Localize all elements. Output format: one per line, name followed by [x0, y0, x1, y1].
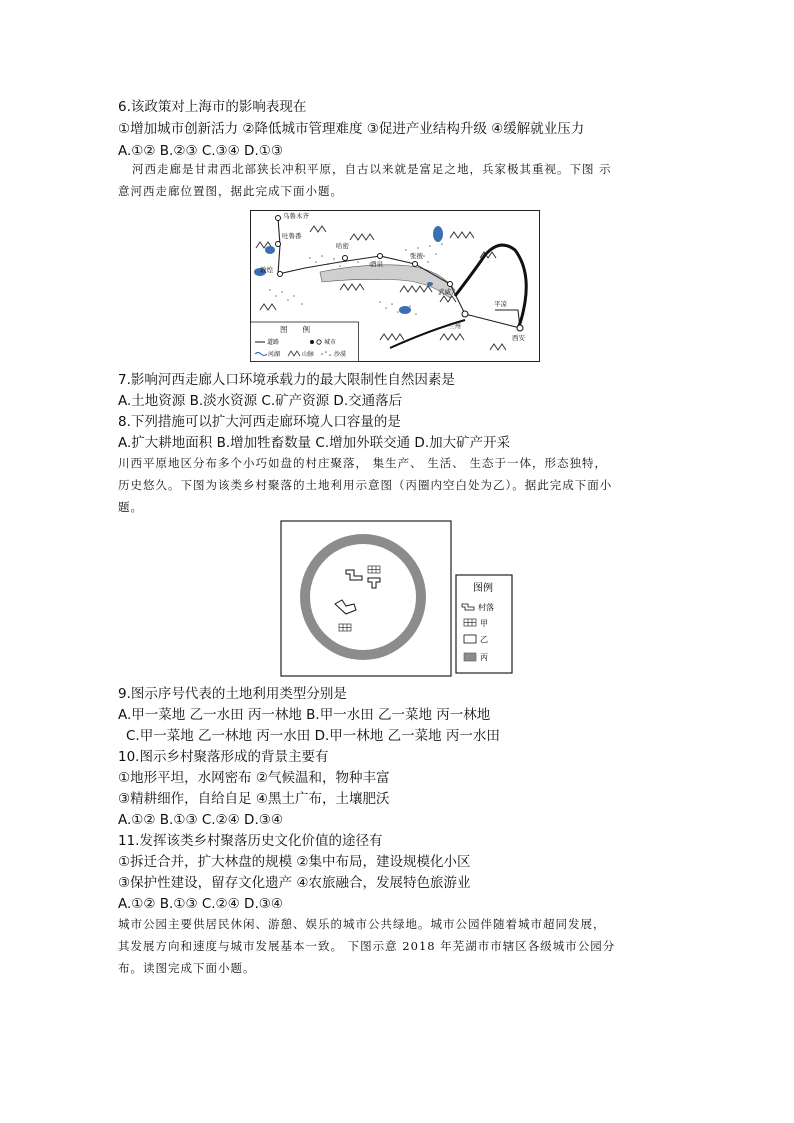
- legend-item: 乙: [480, 635, 488, 644]
- q11-options-line1: ①拆迁合并，扩大林盘的规模 ②集中布局，建设规模化小区: [118, 854, 471, 870]
- sichuan-intro-line3: 题。: [118, 500, 143, 514]
- city-label: 吐鲁番: [282, 232, 302, 240]
- sichuan-intro-line1: 川西平原地区分布多个小巧如盘的村庄聚落， 集生产、 生活、 生态于一体，形态独特，: [118, 456, 607, 470]
- legend-item: 河湖: [268, 351, 281, 358]
- city-label: 张掖: [410, 252, 423, 260]
- legend-item: 甲: [480, 619, 488, 628]
- hexi-corridor-map: [250, 210, 540, 362]
- q6-options: ①增加城市创新活力 ②降低城市管理难度 ③促进产业结构升级 ④缓解就业压力: [118, 121, 585, 137]
- park-intro: [118, 913, 678, 979]
- q10-options-line2: ③精耕细作，自给自足 ④黑土广布，土壤肥沃: [118, 791, 390, 807]
- hexi-intro: [118, 158, 678, 202]
- sichuan-intro-line2: 历史悠久。下图为该类乡村聚落的土地利用示意图（丙圈内空白处为乙）。据此完成下面小: [118, 478, 613, 492]
- city-label: 平凉: [494, 300, 507, 308]
- q10-answers: A.①② B.①③ C.②④ D.③④: [118, 812, 283, 828]
- legend-item: 城市: [324, 339, 337, 346]
- park-intro-line1: 城市公园主要供居民休闲、游憩、娱乐的城市公共绿地。城市公园伴随着城市超同发展，: [118, 917, 606, 931]
- q8-answers: A.扩大耕地面积 B.增加牲畜数量 C.增加外联交通 D.加大矿产开采: [118, 435, 511, 451]
- city-label: 敦煌: [260, 266, 273, 274]
- city-label: 乌鲁木齐: [283, 212, 309, 220]
- q11-answers: A.①② B.①③ C.②④ D.③④: [118, 896, 283, 912]
- map-legend: [251, 322, 359, 362]
- q10-options-line1: ①地形平坦，水网密布 ②气候温和，物种丰富: [118, 770, 390, 786]
- legend-title: 图 例: [280, 325, 310, 334]
- lake: [265, 246, 275, 254]
- legend-item: 山脉: [302, 351, 315, 358]
- lake: [427, 282, 433, 286]
- hexi-intro-line1: 河西走廊是甘肃西北部狭长冲积平原，自古以来就是富足之地，兵家极其重视。下图 示: [132, 162, 612, 176]
- legend-item: 道路: [267, 339, 280, 346]
- area-yi: [310, 544, 416, 650]
- village-land-use-diagram: [280, 520, 520, 678]
- city-label: 兰州: [448, 322, 461, 330]
- q7-answers: A.土地资源 B.淡水资源 C.矿产资源 D.交通落后: [118, 393, 403, 409]
- q11-options-line2: ③保护性建设，留存文化遗产 ④农旅融合，发展特色旅游业: [118, 875, 471, 891]
- city-label: 哈密: [336, 242, 349, 250]
- q8-stem: 8.下列措施可以扩大河西走廊环境人口容量的是: [118, 414, 401, 430]
- jia-grid: [368, 566, 380, 573]
- city-label: 西安: [512, 334, 525, 342]
- q9-stem: 9.图示序号代表的土地利用类型分别是: [118, 686, 347, 702]
- q6-stem: 6.该政策对上海市的影响表现在: [118, 99, 307, 115]
- q11-stem: 11.发挥该类乡村聚落历史文化价值的途径有: [118, 833, 383, 849]
- legend-item: 丙: [480, 653, 488, 662]
- q7-stem: 7.影响河西走廊人口环境承载力的最大限制性自然因素是: [118, 372, 455, 388]
- q6-answers: A.①② B.②③ C.③④ D.①③: [118, 143, 283, 159]
- legend-title: 图例: [473, 583, 493, 594]
- jia-grid: [339, 624, 351, 631]
- sichuan-intro: [118, 452, 678, 518]
- hexi-intro-line2: 意河西走廊位置图，据此完成下面小题。: [118, 184, 343, 198]
- q9-options-line1: A.甲一菜地 乙一水田 丙一林地 B.甲一水田 乙一菜地 丙一林地: [118, 707, 491, 723]
- q10-stem: 10.图示乡村聚落形成的背景主要有: [118, 749, 329, 765]
- park-intro-line2: 其发展方向和速度与城市发展基本一致。 下图示意 2018 年芜湖市市辖区各级城市公园分: [118, 939, 616, 953]
- legend-item: 村落: [478, 603, 494, 612]
- lake: [399, 306, 411, 314]
- park-intro-line3: 布。读图完成下面小题。: [118, 961, 256, 975]
- lake: [433, 226, 443, 242]
- city-label: 武威: [438, 288, 451, 296]
- legend-item: 沙漠: [334, 351, 347, 358]
- q9-options-line2: C.甲一菜地 乙一林地 丙一水田 D.甲一林地 乙一菜地 丙一水田: [126, 728, 500, 744]
- village-legend: [456, 575, 512, 673]
- city-label: 酒泉: [370, 260, 383, 268]
